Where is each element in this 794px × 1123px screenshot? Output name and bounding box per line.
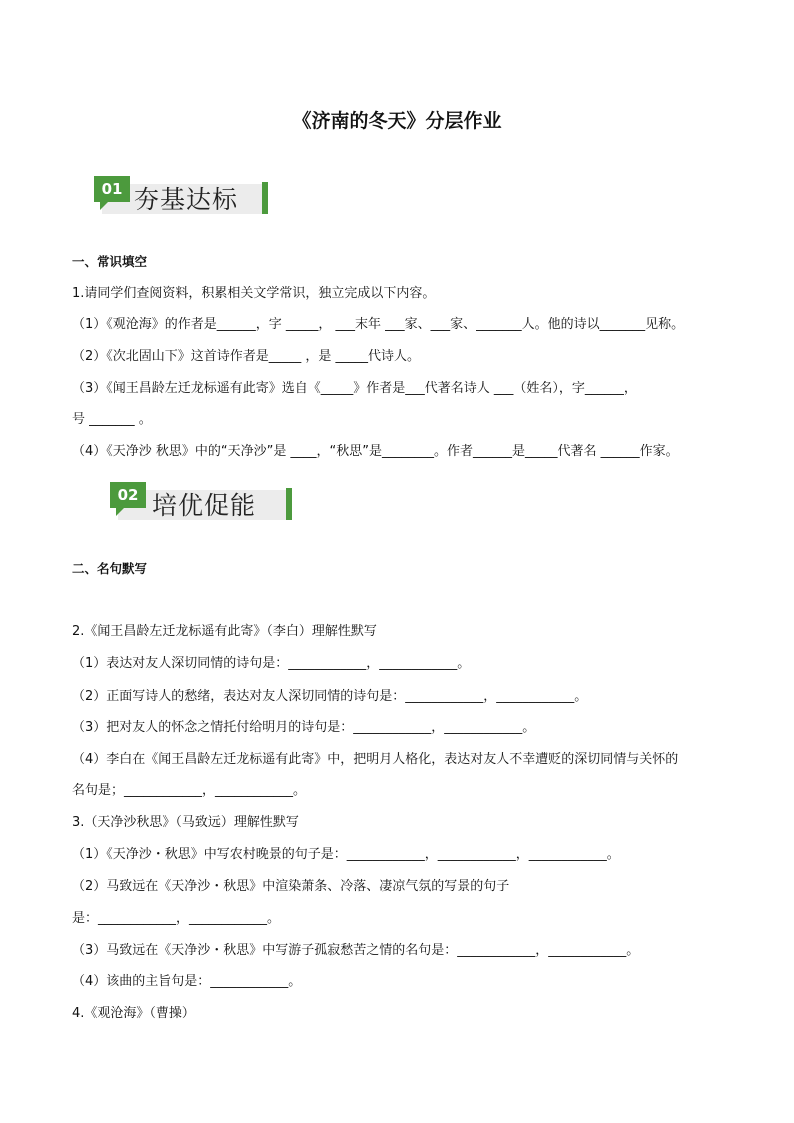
section-banner-2	[110, 482, 296, 520]
question-line: （3）《闻王昌龄左迁龙标遥有此寄》选自《_____》作者是___代著名诗人 ___（姓名），字______，	[72, 381, 637, 396]
question-4-prompt: 4.《观沧海》（曹操）	[72, 1006, 195, 1021]
section-banner-1	[94, 176, 272, 214]
question-line: 是：____________，____________。	[72, 911, 281, 926]
question-line: 号 _______ 。	[72, 412, 152, 427]
question-line: （3）马致远在《天净沙・秋思》中写游子孤寂愁苦之情的名句是：____________，____________。	[72, 943, 640, 958]
banner-label: 培优促能	[152, 491, 257, 520]
banner-number: 02	[110, 482, 146, 508]
question-line: （4）李白在《闻王昌龄左迁龙标遥有此寄》中，把明月人格化，表达对友人不幸遭贬的深切同情与关怀的	[72, 752, 679, 767]
question-line: （1）《天净沙・秋思》中写农村晚景的句子是：____________，____________，____________。	[72, 847, 620, 862]
question-2-prompt: 2.《闻王昌龄左迁龙标遥有此寄》（李白）理解性默写	[72, 624, 377, 639]
question-line: （2）马致远在《天净沙・秋思》中渲染萧条、冷落、凄凉气氛的写景的句子	[72, 879, 510, 894]
section-heading-1: 一、常识填空	[72, 254, 148, 269]
question-line: 名句是；____________，____________。	[72, 783, 307, 798]
section-heading-2: 二、名句默写	[72, 561, 148, 576]
question-line: （2）正面写诗人的愁绪，表达对友人深切同情的诗句是：____________，____________。	[72, 689, 588, 704]
question-line: （4）《天净沙 秋思》中的“天净沙”是 ____，“秋思”是________。作者______是_____代著名 ______作家。	[72, 444, 679, 459]
banner-number: 01	[94, 176, 130, 202]
question-line: （4）该曲的主旨句是：____________。	[72, 974, 302, 989]
question-3-prompt: 3.（天净沙秋思》（马致远）理解性默写	[72, 815, 299, 830]
question-line: （1）《观沧海》的作者是______，字 _____， ___末年 ___家、___家、_______人。他的诗以_______见称。	[72, 317, 685, 332]
document-title: 《济南的冬天》分层作业	[292, 110, 502, 132]
question-1-prompt: 1.请同学们查阅资料，积累相关文学常识，独立完成以下内容。	[72, 286, 436, 301]
question-line: （3）把对友人的怀念之情托付给明月的诗句是：____________，____________。	[72, 720, 536, 735]
question-line: （2）《次北固山下》这首诗作者是_____ ，是 _____代诗人。	[72, 349, 421, 364]
banner-label: 夯基达标	[134, 185, 239, 214]
question-line: （1）表达对友人深切同情的诗句是：____________，____________。	[72, 656, 471, 671]
